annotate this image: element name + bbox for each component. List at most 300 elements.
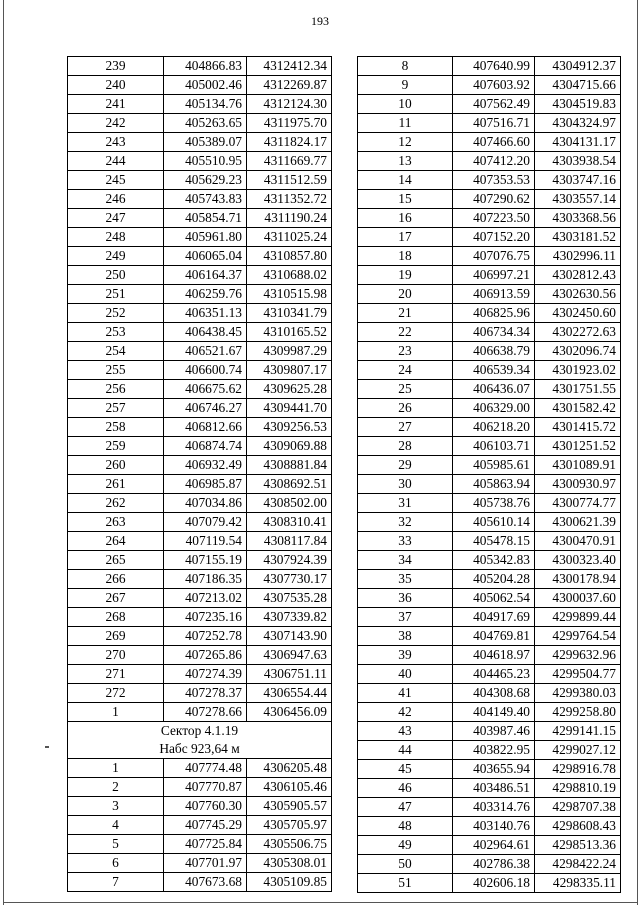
x-coordinate-cell: 407562.49 [453, 95, 535, 114]
point-number-cell: 9 [358, 76, 453, 95]
x-coordinate-cell: 403987.46 [453, 722, 535, 741]
x-coordinate-cell: 407152.20 [453, 228, 535, 247]
x-coordinate-cell: 406913.59 [453, 285, 535, 304]
point-number-cell: 2 [68, 778, 164, 797]
x-coordinate-cell: 407186.35 [164, 570, 247, 589]
x-coordinate-cell: 406103.71 [453, 437, 535, 456]
y-coordinate-cell: 4305905.57 [247, 797, 332, 816]
point-number-cell: 251 [68, 285, 164, 304]
x-coordinate-cell: 402786.38 [453, 855, 535, 874]
y-coordinate-cell: 4298608.43 [535, 817, 621, 836]
point-number-cell: 11 [358, 114, 453, 133]
table-row [68, 532, 332, 551]
x-coordinate-cell: 406985.87 [164, 475, 247, 494]
table-row [358, 209, 621, 228]
y-coordinate-cell: 4300178.94 [535, 570, 621, 589]
point-number-cell: 264 [68, 532, 164, 551]
table-row [358, 380, 621, 399]
y-coordinate-cell: 4312124.30 [247, 95, 332, 114]
table-row [358, 665, 621, 684]
point-number-cell: 265 [68, 551, 164, 570]
x-coordinate-cell: 407290.62 [453, 190, 535, 209]
y-coordinate-cell: 4299899.44 [535, 608, 621, 627]
point-number-cell: 8 [358, 57, 453, 76]
y-coordinate-cell: 4306105.46 [247, 778, 332, 797]
x-coordinate-cell: 404917.69 [453, 608, 535, 627]
table-row [68, 209, 332, 228]
point-number-cell: 50 [358, 855, 453, 874]
table-row [358, 304, 621, 323]
table-row [68, 627, 332, 646]
x-coordinate-cell: 407265.86 [164, 646, 247, 665]
x-coordinate-cell: 406812.66 [164, 418, 247, 437]
point-number-cell: 255 [68, 361, 164, 380]
table-row [358, 570, 621, 589]
y-coordinate-cell: 4300774.77 [535, 494, 621, 513]
y-coordinate-cell: 4302630.56 [535, 285, 621, 304]
table-row [68, 399, 332, 418]
point-number-cell: 252 [68, 304, 164, 323]
y-coordinate-cell: 4299141.15 [535, 722, 621, 741]
left-frame-line [3, 0, 4, 905]
y-coordinate-cell: 4303368.56 [535, 209, 621, 228]
y-coordinate-cell: 4310341.79 [247, 304, 332, 323]
point-number-cell: 46 [358, 779, 453, 798]
y-coordinate-cell: 4308310.41 [247, 513, 332, 532]
point-number-cell: 20 [358, 285, 453, 304]
x-coordinate-cell: 407223.50 [453, 209, 535, 228]
point-number-cell: 47 [358, 798, 453, 817]
table-row [68, 285, 332, 304]
table-row [358, 874, 621, 893]
table-row [68, 684, 332, 703]
y-coordinate-cell: 4301751.55 [535, 380, 621, 399]
y-coordinate-cell: 4304324.97 [535, 114, 621, 133]
point-number-cell: 36 [358, 589, 453, 608]
table-row [68, 228, 332, 247]
x-coordinate-cell: 404866.83 [164, 57, 247, 76]
y-coordinate-cell: 4300323.40 [535, 551, 621, 570]
point-number-cell: 51 [358, 874, 453, 893]
point-number-cell: 259 [68, 437, 164, 456]
table-row [68, 171, 332, 190]
table-row [358, 836, 621, 855]
point-number-cell: 31 [358, 494, 453, 513]
table-row [358, 266, 621, 285]
x-coordinate-cell: 407034.86 [164, 494, 247, 513]
table-row [358, 741, 621, 760]
point-number-cell: 266 [68, 570, 164, 589]
bottom-frame-line [3, 902, 638, 903]
table-row [68, 854, 332, 873]
y-coordinate-cell: 4306205.48 [247, 759, 332, 778]
y-coordinate-cell: 4303938.54 [535, 152, 621, 171]
x-coordinate-cell: 406329.00 [453, 399, 535, 418]
y-coordinate-cell: 4311975.70 [247, 114, 332, 133]
point-number-cell: 240 [68, 76, 164, 95]
point-number-cell: 49 [358, 836, 453, 855]
x-coordinate-cell: 405629.23 [164, 171, 247, 190]
point-number-cell: 270 [68, 646, 164, 665]
y-coordinate-cell: 4308881.84 [247, 456, 332, 475]
y-coordinate-cell: 4304519.83 [535, 95, 621, 114]
point-number-cell: 242 [68, 114, 164, 133]
x-coordinate-cell: 404618.97 [453, 646, 535, 665]
x-coordinate-cell: 405738.76 [453, 494, 535, 513]
x-coordinate-cell: 407701.97 [164, 854, 247, 873]
point-number-cell: 39 [358, 646, 453, 665]
x-coordinate-cell: 404149.40 [453, 703, 535, 722]
x-coordinate-cell: 405863.94 [453, 475, 535, 494]
y-coordinate-cell: 4307143.90 [247, 627, 332, 646]
table-row [68, 816, 332, 835]
x-coordinate-cell: 407603.92 [453, 76, 535, 95]
x-coordinate-cell: 407155.19 [164, 551, 247, 570]
y-coordinate-cell: 4304131.17 [535, 133, 621, 152]
point-number-cell: 19 [358, 266, 453, 285]
table-row [358, 399, 621, 418]
y-coordinate-cell: 4310165.52 [247, 323, 332, 342]
point-number-cell: 268 [68, 608, 164, 627]
y-coordinate-cell: 4311669.77 [247, 152, 332, 171]
point-number-cell: 40 [358, 665, 453, 684]
table-row [68, 703, 332, 722]
point-number-cell: 44 [358, 741, 453, 760]
x-coordinate-cell: 407745.29 [164, 816, 247, 835]
point-number-cell: 7 [68, 873, 164, 892]
table-row [68, 589, 332, 608]
x-coordinate-cell: 406065.04 [164, 247, 247, 266]
point-number-cell: 246 [68, 190, 164, 209]
x-coordinate-cell: 405002.46 [164, 76, 247, 95]
x-coordinate-cell: 403486.51 [453, 779, 535, 798]
table-row [358, 798, 621, 817]
point-number-cell: 24 [358, 361, 453, 380]
left-coordinates-table [67, 56, 332, 892]
x-coordinate-cell: 406438.45 [164, 323, 247, 342]
y-coordinate-cell: 4307730.17 [247, 570, 332, 589]
y-coordinate-cell: 4310688.02 [247, 266, 332, 285]
table-row [68, 57, 332, 76]
table-row [358, 684, 621, 703]
y-coordinate-cell: 4299027.12 [535, 741, 621, 760]
table-row [68, 437, 332, 456]
point-number-cell: 48 [358, 817, 453, 836]
x-coordinate-cell: 402964.61 [453, 836, 535, 855]
x-coordinate-cell: 406539.34 [453, 361, 535, 380]
table-row [358, 703, 621, 722]
y-coordinate-cell: 4309069.88 [247, 437, 332, 456]
x-coordinate-cell: 404308.68 [453, 684, 535, 703]
point-number-cell: 34 [358, 551, 453, 570]
point-number-cell: 245 [68, 171, 164, 190]
point-number-cell: 32 [358, 513, 453, 532]
x-coordinate-cell: 407079.42 [164, 513, 247, 532]
table-row [358, 285, 621, 304]
point-number-cell: 260 [68, 456, 164, 475]
table-row [358, 608, 621, 627]
point-number-cell: 17 [358, 228, 453, 247]
table-row [68, 152, 332, 171]
point-number-cell: 243 [68, 133, 164, 152]
x-coordinate-cell: 407076.75 [453, 247, 535, 266]
y-coordinate-cell: 4298513.36 [535, 836, 621, 855]
y-coordinate-cell: 4301582.42 [535, 399, 621, 418]
y-coordinate-cell: 4301923.02 [535, 361, 621, 380]
table-row [68, 133, 332, 152]
x-coordinate-cell: 405062.54 [453, 589, 535, 608]
point-number-cell: 257 [68, 399, 164, 418]
table-row [68, 551, 332, 570]
point-number-cell: 6 [68, 854, 164, 873]
y-coordinate-cell: 4312269.87 [247, 76, 332, 95]
table-row [68, 513, 332, 532]
point-number-cell: 267 [68, 589, 164, 608]
y-coordinate-cell: 4308692.51 [247, 475, 332, 494]
table-row [358, 722, 621, 741]
y-coordinate-cell: 4306947.63 [247, 646, 332, 665]
x-coordinate-cell: 404465.23 [453, 665, 535, 684]
x-coordinate-cell: 407119.54 [164, 532, 247, 551]
x-coordinate-cell: 403140.76 [453, 817, 535, 836]
margin-mark [45, 746, 49, 748]
y-coordinate-cell: 4298810.19 [535, 779, 621, 798]
table-row [358, 779, 621, 798]
table-row [68, 570, 332, 589]
x-coordinate-cell: 406746.27 [164, 399, 247, 418]
y-coordinate-cell: 4299258.80 [535, 703, 621, 722]
x-coordinate-cell: 406825.96 [453, 304, 535, 323]
table-row [68, 247, 332, 266]
x-coordinate-cell: 407412.20 [453, 152, 535, 171]
point-number-cell: 21 [358, 304, 453, 323]
x-coordinate-cell: 407278.37 [164, 684, 247, 703]
point-number-cell: 269 [68, 627, 164, 646]
x-coordinate-cell: 407252.78 [164, 627, 247, 646]
y-coordinate-cell: 4311190.24 [247, 209, 332, 228]
x-coordinate-cell: 407774.48 [164, 759, 247, 778]
y-coordinate-cell: 4299380.03 [535, 684, 621, 703]
y-coordinate-cell: 4302996.11 [535, 247, 621, 266]
point-number-cell: 258 [68, 418, 164, 437]
table-row [358, 513, 621, 532]
point-number-cell: 244 [68, 152, 164, 171]
point-number-cell: 241 [68, 95, 164, 114]
y-coordinate-cell: 4302812.43 [535, 266, 621, 285]
point-number-cell: 13 [358, 152, 453, 171]
x-coordinate-cell: 407235.16 [164, 608, 247, 627]
table-row [358, 133, 621, 152]
y-coordinate-cell: 4306554.44 [247, 684, 332, 703]
table-row [68, 323, 332, 342]
table-row [358, 589, 621, 608]
point-number-cell: 27 [358, 418, 453, 437]
y-coordinate-cell: 4305308.01 [247, 854, 332, 873]
point-number-cell: 43 [358, 722, 453, 741]
point-number-cell: 22 [358, 323, 453, 342]
table-row [358, 152, 621, 171]
table-row [358, 494, 621, 513]
table-row [358, 418, 621, 437]
table-row [68, 873, 332, 892]
x-coordinate-cell: 407274.39 [164, 665, 247, 684]
point-number-cell: 23 [358, 342, 453, 361]
x-coordinate-cell: 406351.13 [164, 304, 247, 323]
right-coordinates-table [357, 56, 621, 893]
table-row [68, 494, 332, 513]
sector-height-row [68, 740, 332, 759]
point-number-cell: 38 [358, 627, 453, 646]
x-coordinate-cell: 405342.83 [453, 551, 535, 570]
point-number-cell: 271 [68, 665, 164, 684]
table-row [358, 760, 621, 779]
point-number-cell: 249 [68, 247, 164, 266]
y-coordinate-cell: 4311824.17 [247, 133, 332, 152]
y-coordinate-cell: 4306751.11 [247, 665, 332, 684]
x-coordinate-cell: 405204.28 [453, 570, 535, 589]
x-coordinate-cell: 406874.74 [164, 437, 247, 456]
table-row [358, 627, 621, 646]
x-coordinate-cell: 407770.87 [164, 778, 247, 797]
point-number-cell: 29 [358, 456, 453, 475]
x-coordinate-cell: 405478.15 [453, 532, 535, 551]
table-row [358, 171, 621, 190]
point-number-cell: 18 [358, 247, 453, 266]
y-coordinate-cell: 4310515.98 [247, 285, 332, 304]
right-frame-line [637, 0, 638, 905]
y-coordinate-cell: 4307339.82 [247, 608, 332, 627]
point-number-cell: 248 [68, 228, 164, 247]
y-coordinate-cell: 4303557.14 [535, 190, 621, 209]
y-coordinate-cell: 4304912.37 [535, 57, 621, 76]
point-number-cell: 12 [358, 133, 453, 152]
x-coordinate-cell: 403822.95 [453, 741, 535, 760]
page-number: 193 [311, 14, 329, 28]
point-number-cell: 253 [68, 323, 164, 342]
y-coordinate-cell: 4302272.63 [535, 323, 621, 342]
table-row [358, 437, 621, 456]
point-number-cell: 1 [68, 703, 164, 722]
y-coordinate-cell: 4299632.96 [535, 646, 621, 665]
y-coordinate-cell: 4303181.52 [535, 228, 621, 247]
table-row [358, 95, 621, 114]
table-row [358, 323, 621, 342]
point-number-cell: 263 [68, 513, 164, 532]
x-coordinate-cell: 407640.99 [453, 57, 535, 76]
table-row [68, 475, 332, 494]
x-coordinate-cell: 406932.49 [164, 456, 247, 475]
table-row [68, 190, 332, 209]
table-row [68, 778, 332, 797]
x-coordinate-cell: 405263.65 [164, 114, 247, 133]
point-number-cell: 256 [68, 380, 164, 399]
point-number-cell: 3 [68, 797, 164, 816]
x-coordinate-cell: 405610.14 [453, 513, 535, 532]
y-coordinate-cell: 4303747.16 [535, 171, 621, 190]
point-number-cell: 254 [68, 342, 164, 361]
x-coordinate-cell: 405134.76 [164, 95, 247, 114]
sector-height: Набс 923,64 м [68, 740, 332, 759]
sector-header-row [68, 722, 332, 741]
y-coordinate-cell: 4309441.70 [247, 399, 332, 418]
y-coordinate-cell: 4310857.80 [247, 247, 332, 266]
x-coordinate-cell: 406675.62 [164, 380, 247, 399]
table-row [68, 646, 332, 665]
y-coordinate-cell: 4309625.28 [247, 380, 332, 399]
x-coordinate-cell: 405854.71 [164, 209, 247, 228]
y-coordinate-cell: 4299764.54 [535, 627, 621, 646]
table-row [68, 304, 332, 323]
point-number-cell: 5 [68, 835, 164, 854]
table-row [358, 342, 621, 361]
y-coordinate-cell: 4298916.78 [535, 760, 621, 779]
point-number-cell: 250 [68, 266, 164, 285]
y-coordinate-cell: 4312412.34 [247, 57, 332, 76]
table-row [68, 95, 332, 114]
point-number-cell: 261 [68, 475, 164, 494]
table-row [68, 76, 332, 95]
y-coordinate-cell: 4298422.24 [535, 855, 621, 874]
table-row [68, 608, 332, 627]
y-coordinate-cell: 4305109.85 [247, 873, 332, 892]
table-row [358, 76, 621, 95]
table-row [358, 190, 621, 209]
table-row [358, 475, 621, 494]
x-coordinate-cell: 406521.67 [164, 342, 247, 361]
point-number-cell: 37 [358, 608, 453, 627]
y-coordinate-cell: 4307535.28 [247, 589, 332, 608]
x-coordinate-cell: 407213.02 [164, 589, 247, 608]
x-coordinate-cell: 404769.81 [453, 627, 535, 646]
point-number-cell: 272 [68, 684, 164, 703]
x-coordinate-cell: 407760.30 [164, 797, 247, 816]
point-number-cell: 10 [358, 95, 453, 114]
y-coordinate-cell: 4309256.53 [247, 418, 332, 437]
point-number-cell: 14 [358, 171, 453, 190]
y-coordinate-cell: 4307924.39 [247, 551, 332, 570]
table-row [358, 456, 621, 475]
point-number-cell: 239 [68, 57, 164, 76]
x-coordinate-cell: 403314.76 [453, 798, 535, 817]
table-row [68, 456, 332, 475]
y-coordinate-cell: 4300037.60 [535, 589, 621, 608]
y-coordinate-cell: 4311352.72 [247, 190, 332, 209]
point-number-cell: 25 [358, 380, 453, 399]
y-coordinate-cell: 4308117.84 [247, 532, 332, 551]
x-coordinate-cell: 407353.53 [453, 171, 535, 190]
point-number-cell: 35 [358, 570, 453, 589]
y-coordinate-cell: 4298335.11 [535, 874, 621, 893]
x-coordinate-cell: 407673.68 [164, 873, 247, 892]
point-number-cell: 41 [358, 684, 453, 703]
table-row [68, 835, 332, 854]
sector-title: Сектор 4.1.19 [68, 722, 332, 741]
y-coordinate-cell: 4309987.29 [247, 342, 332, 361]
point-number-cell: 28 [358, 437, 453, 456]
x-coordinate-cell: 405961.80 [164, 228, 247, 247]
table-row [358, 855, 621, 874]
x-coordinate-cell: 406997.21 [453, 266, 535, 285]
x-coordinate-cell: 406436.07 [453, 380, 535, 399]
y-coordinate-cell: 4311512.59 [247, 171, 332, 190]
x-coordinate-cell: 406734.34 [453, 323, 535, 342]
point-number-cell: 30 [358, 475, 453, 494]
table-row [68, 342, 332, 361]
x-coordinate-cell: 405985.61 [453, 456, 535, 475]
point-number-cell: 16 [358, 209, 453, 228]
x-coordinate-cell: 405389.07 [164, 133, 247, 152]
point-number-cell: 33 [358, 532, 453, 551]
